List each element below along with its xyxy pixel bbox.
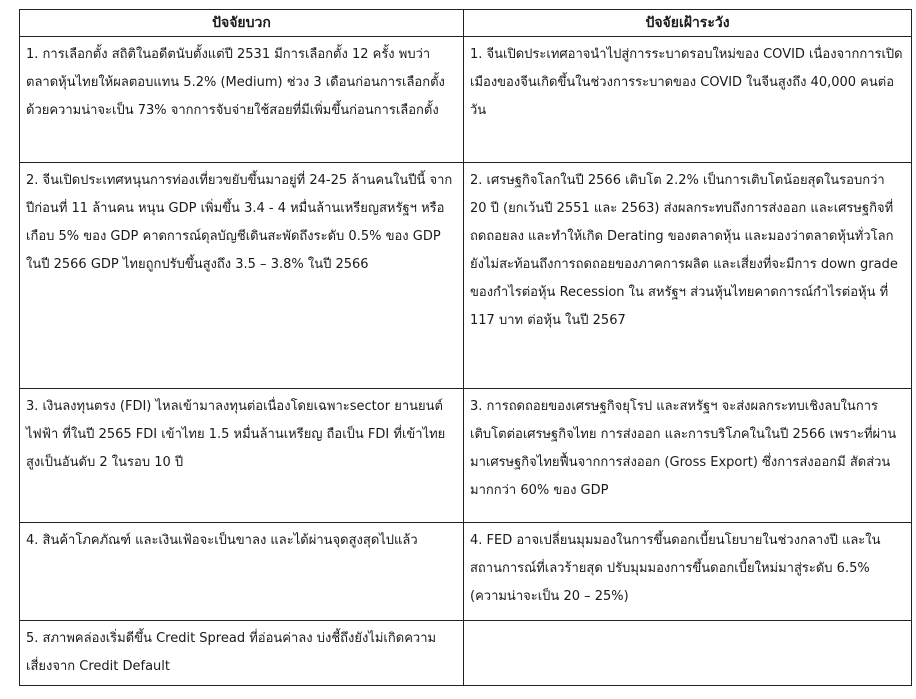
watch-factors-header: ปัจจัยเฝ้าระวัง [464, 10, 912, 37]
table-row [20, 523, 912, 621]
table-row [20, 163, 912, 389]
watch-factor-cell [464, 163, 912, 389]
watch-factor-cell [464, 389, 912, 523]
watch-factor-cell-empty [464, 621, 912, 686]
positive-factor-cell [20, 621, 464, 686]
table-row [20, 37, 912, 163]
positive-factor-1: 1. การเลือกตั้ง สถิติในอดีตนับตั้งแต่ปี 2531 มีการเลือกตั้ง 12 ครั้ง พบว่า ตลาดหุ้นไทยให้ผลตอบแทน 5.2% (Medium) ช่วง 3 เดือนก่อนการเลือกตั้งด้วยความน่าจะเป็น 73% จากการจับจ่ายใช้สอยที่มีเพิ่มขึ้นก่อนการเลือกตั้ง [26, 47, 445, 118]
positive-factor-cell [20, 163, 464, 389]
positive-factors-header: ปัจจัยบวก [20, 10, 464, 37]
positive-factor-cell [20, 389, 464, 523]
watch-factor-4: 4. FED อาจเปลี่ยนมุมมองในการขึ้นดอกเบี้ยนโยบายในช่วงกลางปี และในสถานการณ์ที่เลวร้ายสุด ปรับมุมมองการขึ้นดอกเบี้ยใหม่มาสู่ระดับ 6.5% (ความน่าจะเป็น 20 – 25%) [470, 533, 881, 604]
table-row [20, 621, 912, 686]
watch-factor-cell [464, 37, 912, 163]
positive-factor-cell [20, 523, 464, 621]
factors-table [19, 9, 912, 686]
positive-factor-2: 2. จีนเปิดประเทศหนุนการท่องเที่ยวขยับขึ้นมาอยู่ที่ 24-25 ล้านคนในปีนี้ จากปีก่อนที่ 11 ล้านคน หนุน GDP เพิ่มขึ้น 3.4 - 4 หมื่นล้านเหรียญสหรัฐฯ หรือเกือบ 5% ของ GDP คาดการณ์ดุลบัญชีเดินสะพัดถึงระดับ 0.5% ของ GDP ในปี 2566 GDP ไทยถูกปรับขึ้นสูงถึง 3.5 – 3.8% ในปี 2566 [26, 173, 453, 272]
watch-factor-3: 3. การถดถอยของเศรษฐกิจยุโรป และสหรัฐฯ จะส่งผลกระทบเชิงลบในการเติบโตต่อเศรษฐกิจไทย การส่งออก และการบริโภคในในปี 2566 เพราะที่ผ่านมาเศรษฐกิจไทยฟื้นจากการส่งออก (Gross Export) ซึ่งการส่งออกมี สัดส่วนมากกว่า 60% ของ GDP [470, 399, 897, 498]
positive-factor-cell [20, 37, 464, 163]
positive-factor-3: 3. เงินลงทุนตรง (FDI) ไหลเข้ามาลงทุนต่อเนื่องโดยเฉพาะsector ยานยนต์ไฟฟ้า ที่ในปี 2565 FDI เข้าไทย 1.5 หมื่นล้านเหรียญ ถือเป็น FDI ที่เข้าไทยสูงเป็นอันดับ 2 ในรอบ 10 ปี [26, 399, 446, 470]
positive-factor-5: 5. สภาพคล่องเริ่มดีขึ้น Credit Spread ที่อ่อนค่าลง บ่งชี้ถึงยังไม่เกิดความเสี่ยงจาก Credit Default [26, 631, 437, 674]
positive-factor-4: 4. สินค้าโภคภัณฑ์ และเงินเฟ้อจะเป็นขาลง และได้ผ่านจุดสูงสุดไปแล้ว [26, 533, 418, 548]
header-row [20, 10, 912, 37]
watch-factor-cell [464, 523, 912, 621]
watch-factor-1: 1. จีนเปิดประเทศอาจนำไปสู่การระบาดรอบใหม่ของ COVID เนื่องจากการเปิดเมืองของจีนเกิดขึ้นในช่วงการระบาดของ COVID ในจีนสูงถึง 40,000 คนต่อวัน [470, 47, 903, 118]
watch-factor-2: 2. เศรษฐกิจโลกในปี 2566 เติบโต 2.2% เป็นการเติบโตน้อยสุดในรอบกว่า 20 ปี (ยกเว้นปี 2551 และ 2563) ส่งผลกระทบถึงการส่งออก และเศรษฐกิจที่ถดถอยลง และทำให้เกิด Derating ของตลาดหุ้น และมองว่าตลาดหุ้นทั่วโลกยังไม่สะท้อนถึงการถดถอยของภาคการผลิต และเสี่ยงที่จะมีการ down grade ของกำไรต่อหุ้น Recession ใน สหรัฐฯ ส่วนหุ้นไทยคาดการณ์กำไรต่อหุ้น ที่ 117 บาท ต่อหุ้น ในปี 2567 [470, 173, 898, 328]
table-row [20, 389, 912, 523]
